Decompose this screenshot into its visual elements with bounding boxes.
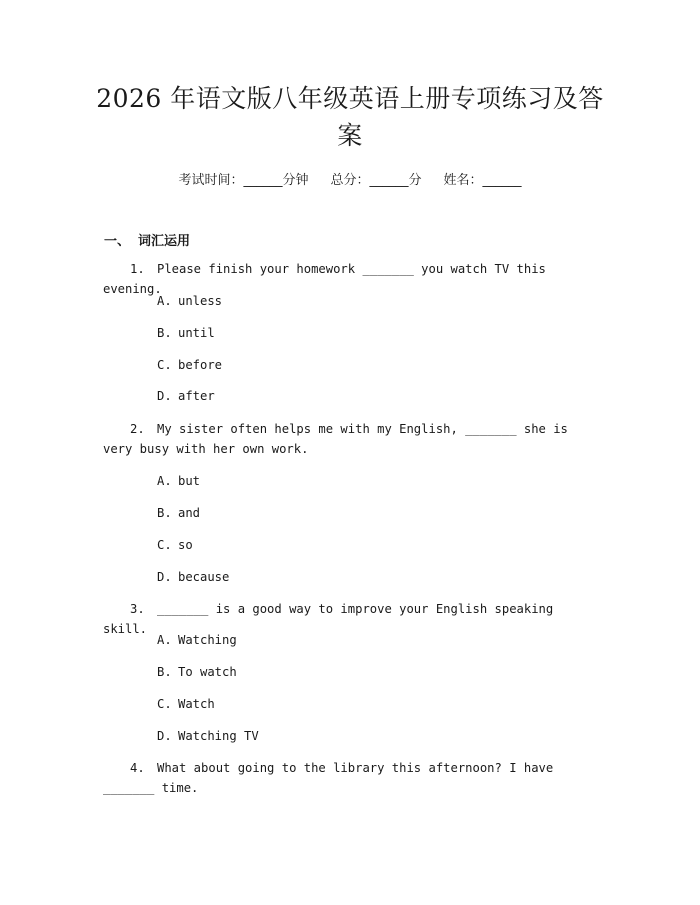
option-letter: D.	[157, 570, 172, 584]
option-2d	[157, 567, 229, 587]
option-2a	[157, 471, 200, 491]
question-number: 3.	[130, 602, 145, 616]
option-1c	[157, 355, 222, 375]
option-letter: D.	[157, 389, 172, 403]
question-number: 2.	[130, 422, 145, 436]
option-letter: B.	[157, 326, 172, 340]
score-unit: 分	[408, 173, 422, 188]
score-blank: ______	[369, 173, 409, 188]
option-text: To watch	[178, 665, 237, 679]
option-1b	[157, 323, 215, 343]
option-text: Watching TV	[178, 729, 259, 743]
option-text: after	[178, 389, 215, 403]
time-label: 考试时间：	[178, 173, 244, 188]
option-2b	[157, 503, 200, 523]
question-number: 4.	[130, 761, 145, 775]
name-label: 姓名：	[443, 173, 483, 188]
option-letter: B.	[157, 506, 172, 520]
option-letter: C.	[157, 358, 172, 372]
question-text: Please finish your homework _______ you watch TV this evening.	[103, 262, 546, 296]
option-text: but	[178, 474, 201, 488]
option-3a	[157, 630, 237, 650]
option-letter: C.	[157, 697, 172, 711]
option-text: and	[178, 506, 201, 520]
name-blank: ______	[482, 173, 522, 188]
option-text: because	[178, 570, 230, 584]
question-number: 1.	[130, 262, 145, 276]
option-text: unless	[178, 294, 223, 308]
option-text: so	[178, 538, 193, 552]
title-line-1: 2026 年语文版八年级英语上册专项练习及答	[96, 84, 604, 113]
option-letter: D.	[157, 729, 172, 743]
option-text: Watching	[178, 633, 237, 647]
option-text: before	[178, 358, 223, 372]
section-title: 词汇运用	[138, 234, 191, 249]
option-3d	[157, 726, 259, 746]
document-title	[90, 80, 610, 154]
section-heading	[104, 230, 190, 249]
score-label: 总分：	[330, 173, 370, 188]
option-letter: A.	[157, 474, 172, 488]
option-3c	[157, 694, 215, 714]
time-unit: 分钟	[282, 173, 309, 188]
section-number: 一、	[104, 234, 131, 249]
option-1a	[157, 291, 222, 311]
title-line-2: 案	[337, 121, 363, 150]
option-text: until	[178, 326, 215, 340]
option-letter: C.	[157, 538, 172, 552]
question-2	[103, 419, 593, 459]
exam-meta	[0, 169, 700, 188]
option-text: Watch	[178, 697, 215, 711]
question-text: My sister often helps me with my English, _______ she is very busy with her own work.	[103, 422, 568, 456]
option-3b	[157, 662, 237, 682]
option-letter: A.	[157, 294, 172, 308]
time-blank: ______	[243, 173, 283, 188]
option-letter: B.	[157, 665, 172, 679]
option-1d	[157, 386, 215, 406]
option-letter: A.	[157, 633, 172, 647]
question-4	[103, 758, 593, 798]
option-2c	[157, 535, 193, 555]
question-text: _______ is a good way to improve your English speaking skill.	[103, 602, 554, 636]
question-text: What about going to the library this afternoon? I have _______ time.	[103, 761, 554, 795]
